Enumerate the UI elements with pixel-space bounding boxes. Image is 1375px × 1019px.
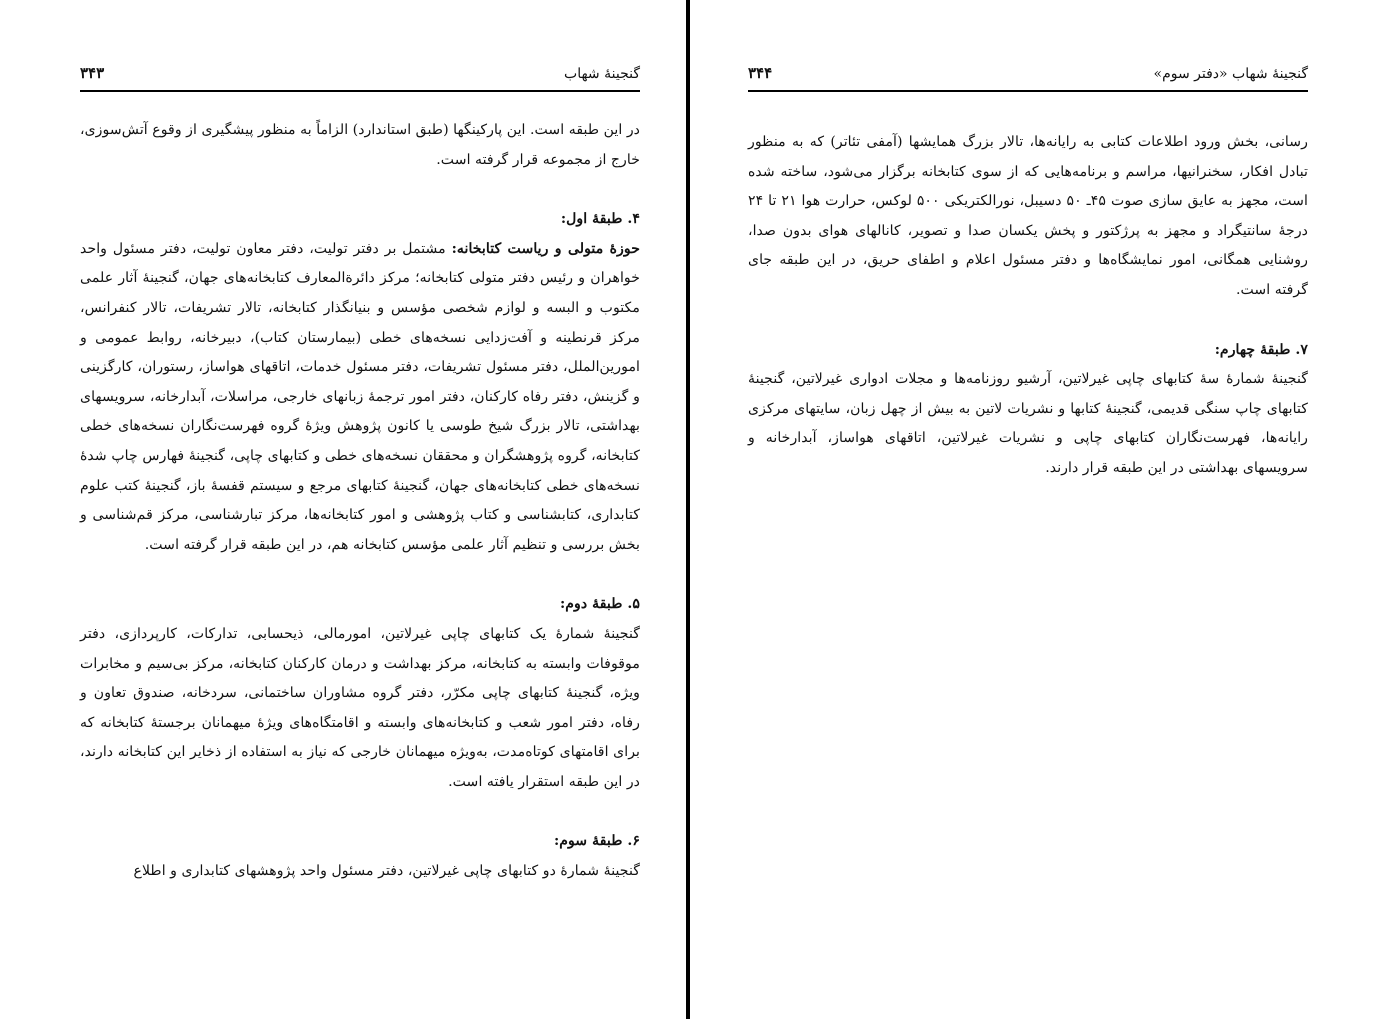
right-page [748,0,1308,1019]
book-spine-divider [686,0,690,1019]
paragraph-lead: حوزهٔ متولی و ریاست کتابخانه: [451,240,640,257]
right-page-body [748,128,1308,484]
left-page-header [80,62,640,92]
intro-paragraph: رسانی، بخش ورود اطلاعات کتابی به رایانه‌ها، تالار بزرگ همایشها (آمفی تئاتر) که به منظور تبادل افکار، سخنرانیها، مراسم و برنامه‌هایی که از سوی کتابخانه برگزار می‌شود، ساخته شده است، مجهز به عایق سازی صوت ۴۵ـ ۵۰ دسیبل، نورالکتریکی ۵۰۰ لوکس، حرارت هوا ۲۱ تا ۲۴ درجهٔ سانتیگراد و مجهز به پرژکتور و پخش یکسان صدا و تصویر، کانالهای هوای بدون صدا، روشنایی همگانی، امور نمایشگاه‌ها و دفتر مسئول اعلام و اطفای حریق، در این طبقه جای گرفته است. [748,134,1308,298]
section-heading: ۷. طبقهٔ چهارم: [1214,341,1308,358]
page-number: ۳۴۳ [80,64,105,82]
section-heading: ۵. طبقهٔ دوم: [560,596,640,613]
section-paragraph: گنجینهٔ شمارهٔ سهٔ کتابهای چاپی غیرلاتین، آرشیو روزنامه‌ها و مجلات ادواری غیرلاتین، گنجینهٔ کتابهای چاپ سنگی قدیمی، گنجینهٔ کتابها و نشریات لاتین به بیش از چهل زبان، سایتهای مرکزی رایانه‌ها، فهرست‌نگاران کتابهای چاپی و نشریات غیرلاتین، اتاقهای هواساز، آبدارخانه و سرویسهای بهداشتی در این طبقه قرار دارند. [748,371,1308,476]
running-head: گنجینهٔ شهاب [564,66,640,82]
section-paragraph: گنجینهٔ شمارهٔ دو کتابهای چاپی غیرلاتین، دفتر مسئول واحد پژوهشهای کتابداری و اطلاع [133,863,640,880]
running-head: گنجینهٔ شهاب «دفتر سوم» [1153,66,1308,82]
left-page [80,0,640,1019]
paragraph-text: مشتمل بر دفتر تولیت، دفتر معاون تولیت، دفتر مسئول واحد خواهران و رئیس دفتر متولی کتابخانه؛ مرکز دائرةالمعارف کتابخانه‌های جهان، گنجینهٔ آثار علمی مکتوب و البسه و لوازم شخصی مؤسس و بنیانگذار کتابخانه، تالار تشریفات، تالار کنفرانس، مرکز قرنطینه و آفت‌زدایی نسخه‌های خطی (بیمارستان کتاب)، دبیرخانه، روابط عمومی و امورین‌الملل، دفتر مسئول تشریفات، دفتر مسئول خدمات، اتاقهای هواساز، رستوران، کارگزینی و گزینش، دفتر رفاه کارکنان، دفتر امور ترجمهٔ زبانهای خارجی، مراسلات، آبدارخانه، سرویسهای بهداشتی، تالار بزرگ شیخ طوسی یا کانون پژوهش ویژهٔ گروه فهرست‌نگاران نسخه‌های خطی کتابخانه، گروه پژوهشگران و محققان نسخه‌های خطی و کتابهای چاپی، گنجینهٔ فهارس چاپ شدهٔ نسخه‌های خطی کتابخانه‌های جهان، گنجینهٔ کتابهای مرجع و سیستم قفسهٔ باز، گنجینهٔ کتب علوم کتابداری، کتابشناسی و کتاب پژوهشی و امور کتابخانه‌ها، مرکز تبارشناسی، مرکز قم‌شناسی و بخش بررسی و تنظیم آثار علمی مؤسس کتابخانه هم، در این طبقه قرار گرفته است. [80,240,640,553]
left-page-body [80,116,640,887]
page-number: ۳۴۴ [748,64,773,82]
section-heading: ۶. طبقهٔ سوم: [553,833,640,850]
section-paragraph [80,235,640,561]
section-paragraph: گنجینهٔ شمارهٔ یک کتابهای چاپی غیرلاتین، امورمالی، ذیحسابی، تدارکات، کارپردازی، دفتر موقوفات وابسته به کتابخانه، مرکز بهداشت و درمان کارکنان کتابخانه، مرکز بی‌سیم و مخابرات ویژه، گنجینهٔ کتابهای چاپی مکرّر، دفتر گروه مشاوران ساختمانی، سردخانه، صندوق تعاون و رفاه، دفتر امور شعب و کتابخانه‌های وابسته و اقامتگاه‌های ویژهٔ میهمانان برجستهٔ کتابخانه که برای اقامتهای کوتاه‌مدت، به‌ویژه میهمانان خارجی که نیاز به استفاده از ذخایر این کتابخانه دارند، در این طبقه استقرار یافته است. [80,625,640,790]
section-heading: ۴. طبقهٔ اول: [560,211,640,228]
right-page-header [748,62,1308,92]
intro-paragraph: در این طبقه است. این پارکینگها (طبق استاندارد) الزاماً به منظور پیشگیری از وقوع آتش‌سوزی، خارج از مجموعه قرار گرفته است. [80,122,640,168]
